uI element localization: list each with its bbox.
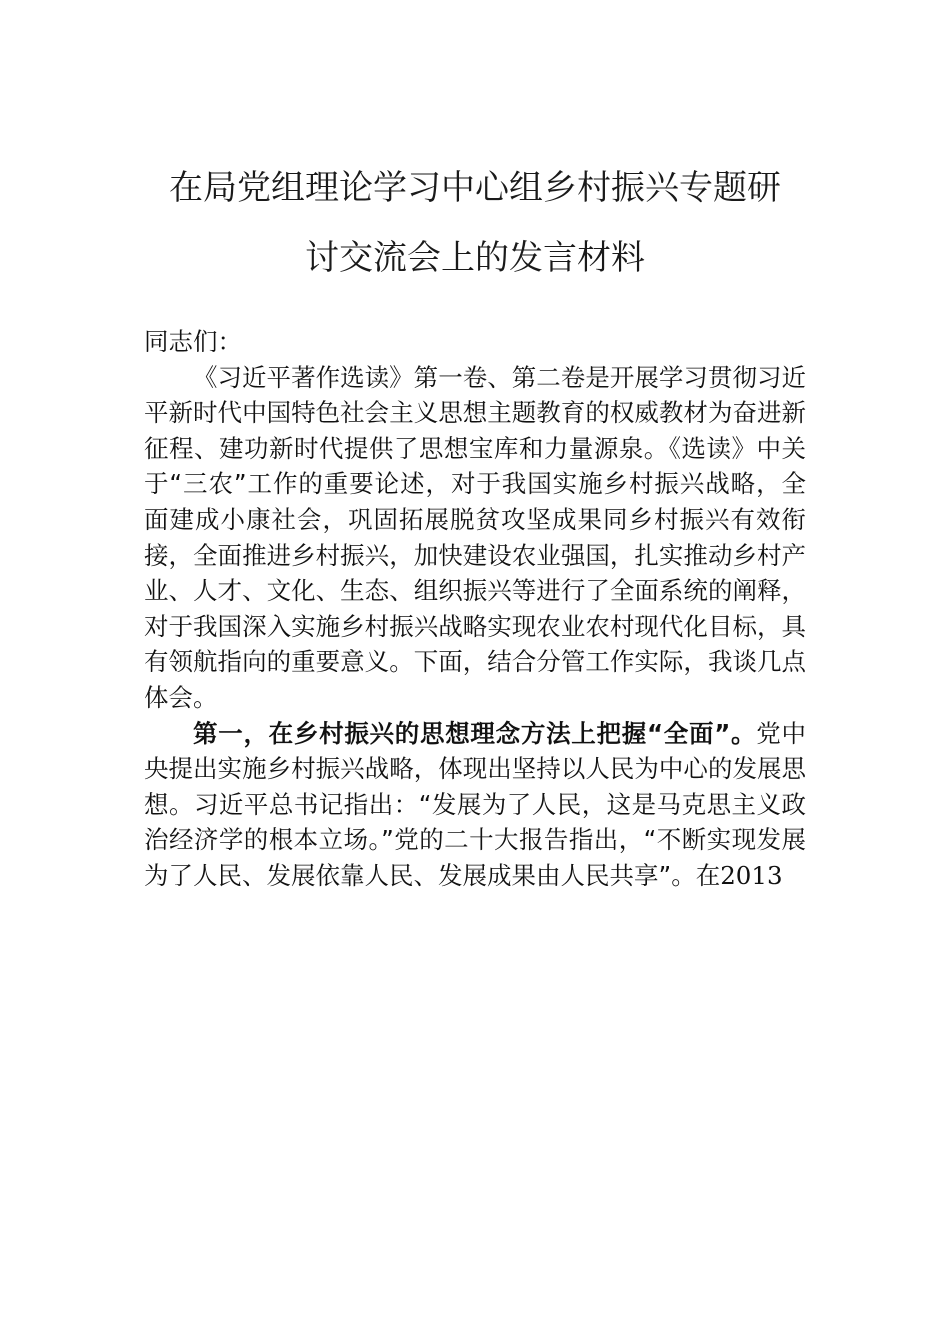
section-heading-1: 第一，在乡村振兴的思想理念方法上把握“全面”。	[193, 718, 757, 748]
body-paragraph-2	[144, 716, 806, 894]
document-title-line-2: 讨交流会上的发言材料	[305, 238, 645, 278]
section-year: 2013	[720, 860, 783, 890]
body-paragraph-1: 《习近平著作选读》第一卷、第二卷是开展学习贯彻习近平新时代中国特色社会主义思想主题教育的权威教材为奋进新征程、建功新时代提供了思想宝库和力量源泉。《选读》中关于“三农”工作的重要论述，对于我国实施乡村振兴战略，全面建成小康社会，巩固拓展脱贫攻坚成果同乡村振兴有效衔接，全面推进乡村振兴，加快建设农业强国，扎实推动乡村产业、人才、文化、生态、组织振兴等进行了全面系统的阐释，对于我国深入实施乡村振兴战略实现农业农村现代化目标，具有领航指向的重要意义。下面，结合分管工作实际，我谈几点体会。	[144, 362, 806, 712]
document-body	[144, 324, 806, 894]
section-text-1: 党中央提出实施乡村振兴战略，体现出坚持以人民为中心的发展思想。习近平总书记指出：“发展为了人民，这是马克思主义政治经济学的根本立场。”党的二十大报告指出，“不断实现发展为了人民、发展依靠人民、发展成果由人民共享”。在	[144, 718, 807, 890]
salutation: 同志们：	[144, 327, 242, 356]
document-title-line-1: 在局党组理论学习中心组乡村振兴专题研	[169, 168, 781, 208]
